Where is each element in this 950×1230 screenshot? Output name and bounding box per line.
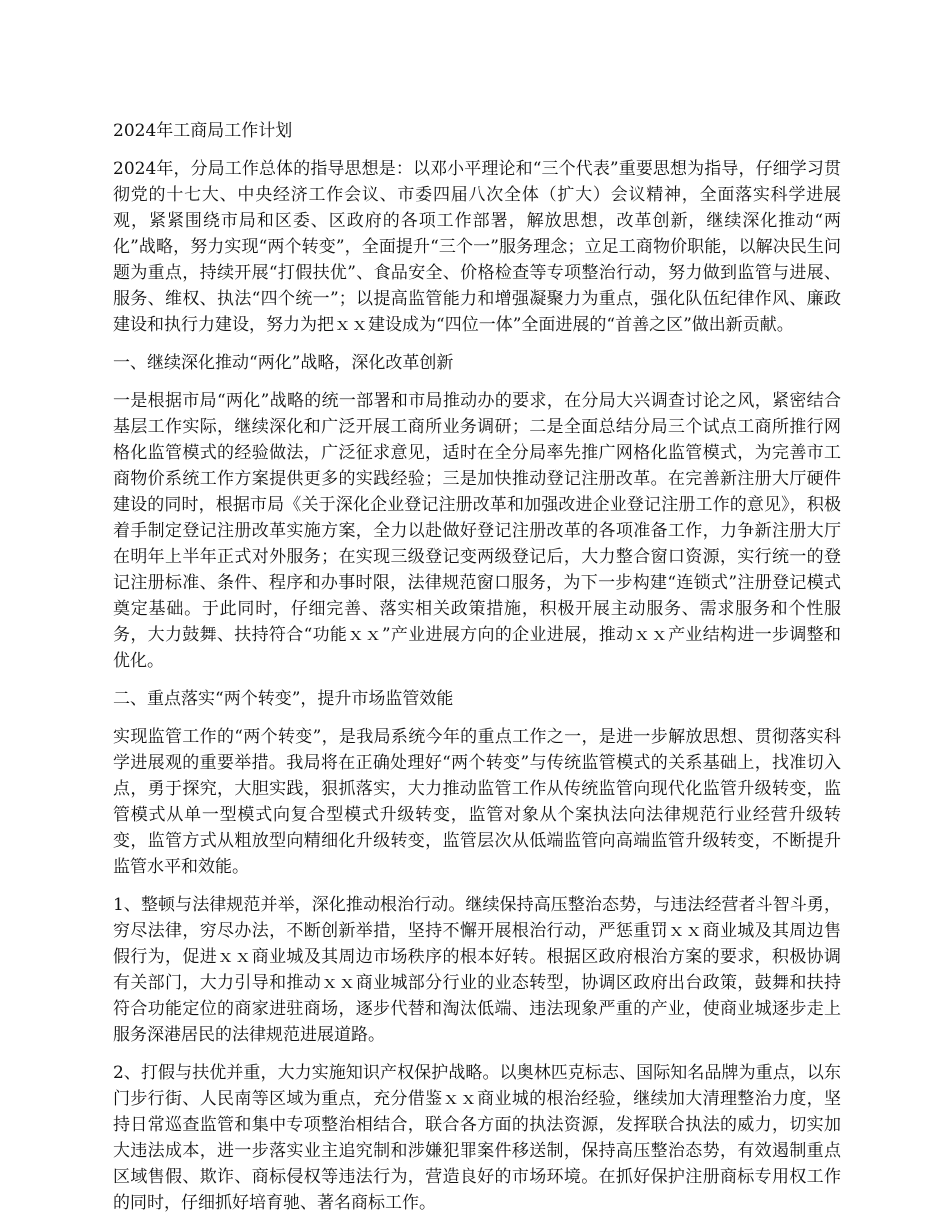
section1-paragraph: 一是根据市局“两化”战略的统一部署和市局推动办的要求，在分局大兴调查讨论之风，紧密结合基层工作实际，继续深化和广泛开展工商所业务调研；二是全面总结分局三个试点工商所推行网格化监管模式的经验做法，广泛征求意见，适时在全分局率先推广网格化监管模式，为完善市工商物价系统工作方案提供更多的实践经验；三是加快推动登记注册改革。在完善新注册大厅硬件建设的同时，根据市局《关于深化企业登记注册改革和加强改进企业登记注册工作的意见》，积极着手制定登记注册改革实施方案，全力以赴做好登记注册改革的各项准备工作，力争新注册大厅在明年上半年正式对外服务；在实现三级登记变两级登记后，大力整合窗口资源，实行统一的登记注册标准、条件、程序和办事时限，法律规范窗口服务，为下一步构建“连锁式”注册登记模式奠定基础。于此同时，仔细完善、落实相关政策措施，积极开展主动服务、需求服务和个性服务，大力鼓舞、扶持符合“功能ｘｘ”产业进展方向的企业进展，推动ｘｘ产业结构进一步调整和优化。 [113,391,841,671]
section2-item2-paragraph: 2、打假与扶优并重，大力实施知识产权保护战略。以奥林匹克标志、国际知名品牌为重点，以东门步行街、人民南等区域为重点，充分借鉴ｘｘ商业城的根治经验，继续加大清理整治力度，坚持日常巡查监管和集中专项整治相结合，联合各方面的执法资源，发挥联合执法的威力，切实加大违法成本，进一步落实业主追究制和涉嫌犯罪案件移送制，保持高压整治态势，有效遏制重点区域售假、欺诈、商标侵权等违法行为，营造良好的市场环境。在抓好保护注册商标专用权工作的同时，仔细抓好培育驰、著名商标工作。 [113,1063,841,1213]
document-page [113,118,841,1228]
section1-heading: 一、继续深化推动“两化”战略，深化改革创新 [113,353,454,373]
section2-paragraph: 实现监管工作的“两个转变”，是我局系统今年的重点工作之一，是进一步解放思想、贯彻落实科学进展观的重要举措。我局将在正确处理好“两个转变”与传统监管模式的关系基础上，找准切入点，勇于探究，大胆实践，狠抓落实，大力推动监管工作从传统监管向现代化监管升级转变，监管模式从单一型模式向复合型模式升级转变，监管对象从个案执法向法律规范行业经营升级转变，监管方式从粗放型向精细化升级转变，监管层次从低端监管向高端监管升级转变，不断提升监管水平和效能。 [113,727,841,877]
section2-item1-paragraph: 1、整顿与法律规范并举，深化推动根治行动。继续保持高压整治态势，与违法经营者斗智斗勇，穷尽法律，穷尽办法，不断创新举措，坚持不懈开展根治行动，严惩重罚ｘｘ商业城及其周边售假行为，促进ｘｘ商业城及其周边市场秩序的根本好转。根据区政府根治方案的要求，积极协调有关部门，大力引导和推动ｘｘ商业城部分行业的业态转型，协调区政府出台政策，鼓舞和扶持符合功能定位的商家进驻商场，逐步代替和淘汰低端、违法现象严重的产业，使商业城逐步走上服务深港居民的法律规范进展道路。 [113,895,841,1045]
document-title: 2024年工商局工作计划 [113,121,293,141]
intro-paragraph: 2024年，分局工作总体的指导思想是：以邓小平理论和“三个代表”重要思想为指导，仔细学习贯彻党的十七大、中央经济工作会议、市委四届八次全体（扩大）会议精神，全面落实科学进展观，紧紧围绕市局和区委、区政府的各项工作部署，解放思想，改革创新，继续深化推动“两化”战略，努力实现“两个转变”，全面提升“三个一”服务理念；立足工商物价职能，以解决民生问题为重点，持续开展“打假扶优”、食品安全、价格检查等专项整治行动，努力做到监管与进展、服务、维权、执法“四个统一”；以提高监管能力和增强凝聚力为重点，强化队伍纪律作风、廉政建设和执行力建设，努力为把ｘｘ建设成为“四位一体”全面进展的“首善之区”做出新贡献。 [113,159,841,335]
section2-heading: 二、重点落实“两个转变”，提升市场监管效能 [113,689,454,709]
